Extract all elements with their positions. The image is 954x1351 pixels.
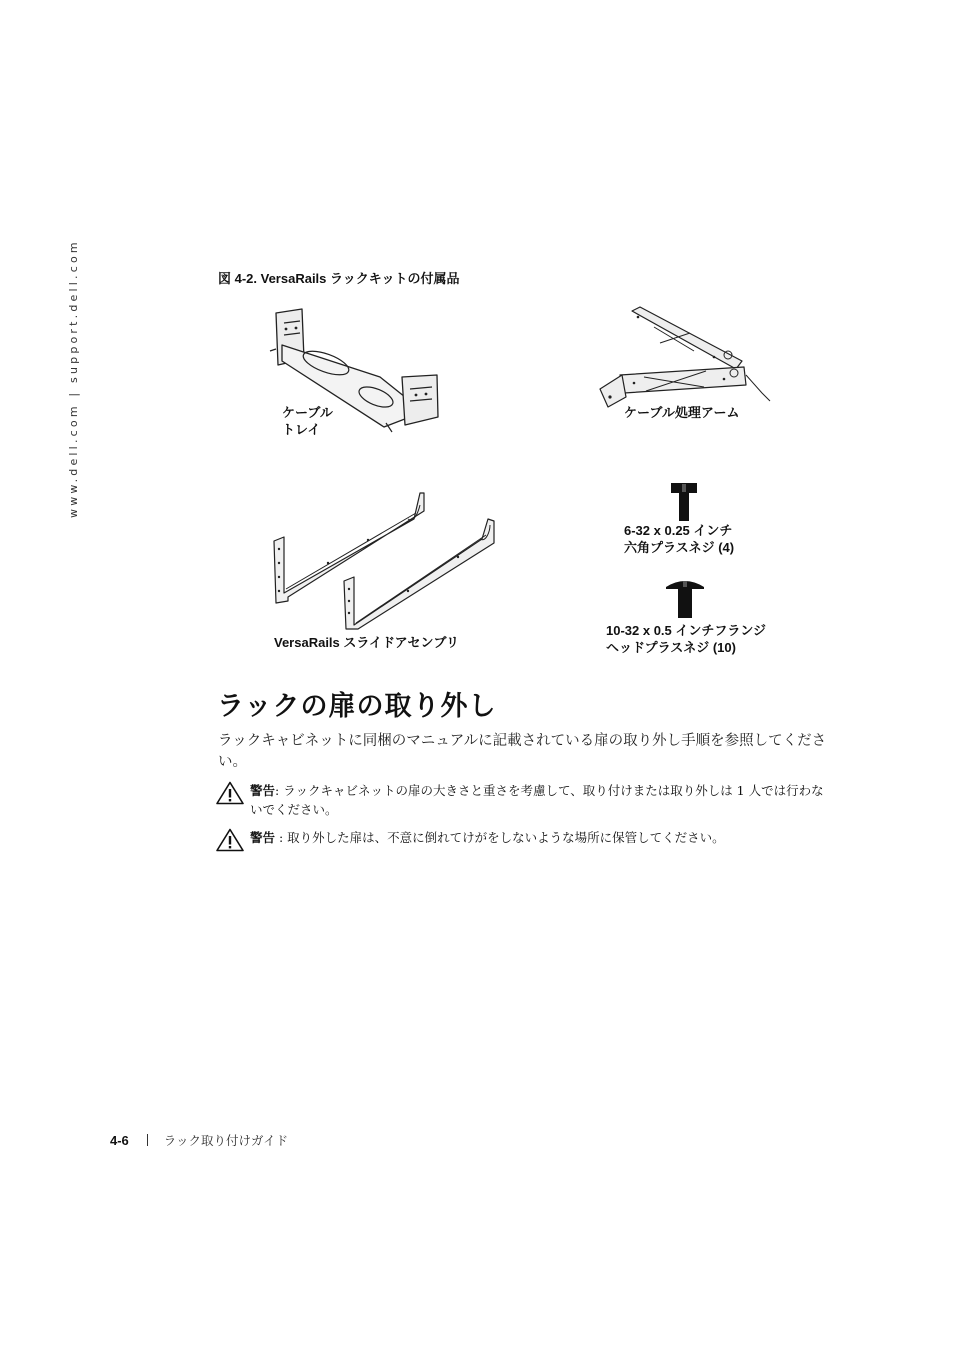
cable-arm-illustration: [594, 305, 776, 413]
cable-tray-label: [282, 404, 333, 438]
cable-arm-label: ケーブル処理アーム: [624, 405, 740, 420]
cable-tray-label-line1: ケーブル: [282, 405, 333, 420]
slide-rails-label: VersaRails スライドアセンブリ: [274, 635, 459, 650]
warning-1-text: [250, 781, 836, 819]
page-number: 4-6: [110, 1133, 129, 1148]
warning-2-label: 警告: [250, 830, 276, 845]
warning-triangle-icon: [216, 828, 244, 852]
slide-rails-illustration: [268, 483, 502, 633]
body-paragraph: ラックキャビネットに同梱のマニュアルに記載されている扉の取り外し手順を参照してください。: [218, 733, 827, 770]
warning-1: [216, 781, 836, 819]
warning-triangle-icon: [216, 781, 244, 805]
warning-2-text: [250, 828, 836, 847]
page-footer: [110, 1131, 288, 1149]
footer-title: ラック取り付けガイド: [163, 1133, 289, 1148]
figure-caption: 図 4-2. VersaRails ラックキットの付属品: [218, 271, 460, 286]
warning-2: [216, 828, 836, 847]
flange-screw-label: [606, 622, 766, 656]
hex-screw-label-line1: 6-32 x 0.25 インチ: [624, 523, 733, 538]
cable-tray-label-line2: トレイ: [282, 422, 321, 437]
sidebar-url: www.dell.com | support.dell.com: [67, 239, 80, 518]
flange-screw-icon: [664, 577, 706, 619]
warning-2-body: : 取り外した扉は、不意に倒れてけがをしないような場所に保管してください。: [275, 830, 725, 845]
flange-screw-label-line2: ヘッドプラスネジ (10): [606, 640, 736, 655]
section-title: ラックの扉の取り外し: [217, 691, 497, 722]
footer-separator: [147, 1134, 148, 1146]
hex-screw-icon: [670, 482, 698, 522]
warning-1-body: : ラックキャビネットの扉の大きさと重さを考慮して、取り付けまたは取り外しは 1 人では行わないでください。: [250, 783, 824, 817]
hex-screw-label-line2: 六角プラスネジ (4): [624, 540, 735, 555]
flange-screw-label-line1: 10-32 x 0.5 インチフランジ: [606, 623, 767, 638]
hex-screw-label: [624, 522, 734, 556]
warning-1-label: 警告: [250, 783, 276, 798]
